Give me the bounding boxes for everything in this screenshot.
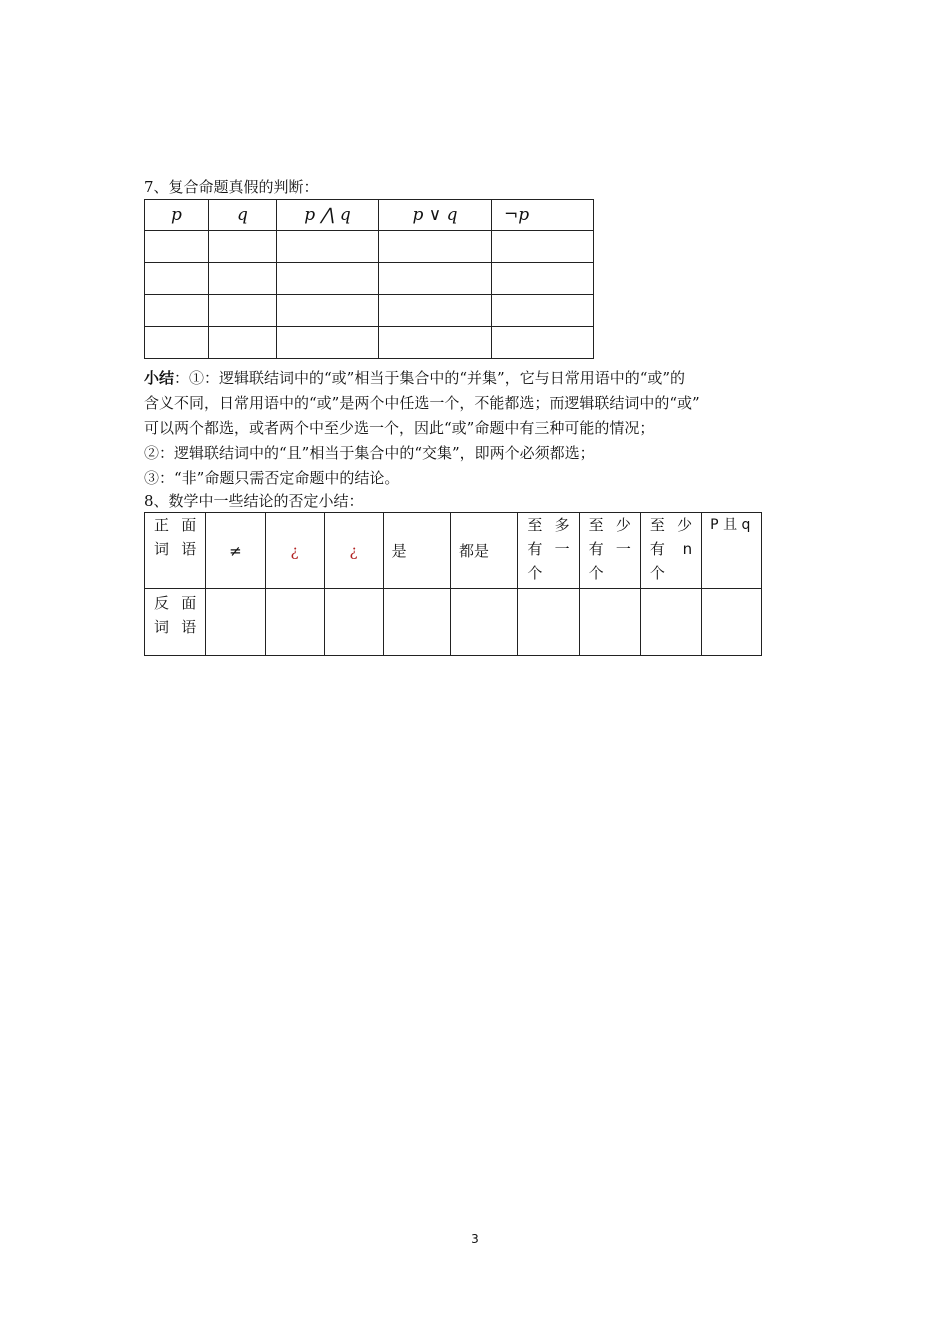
at-least-n-cell bbox=[640, 513, 701, 589]
garbled-symbol-cell: ¿ bbox=[265, 513, 324, 589]
table-cell bbox=[450, 589, 517, 656]
table-cell bbox=[277, 327, 379, 359]
header-p: p bbox=[145, 200, 209, 231]
word-char: 多 bbox=[554, 516, 570, 534]
label-char: 正 bbox=[154, 516, 170, 534]
table-cell bbox=[145, 295, 209, 327]
table-cell bbox=[145, 263, 209, 295]
summary-line-1 bbox=[144, 366, 814, 391]
truth-table bbox=[144, 199, 594, 359]
word-char: 至 bbox=[649, 516, 665, 534]
table-cell bbox=[209, 295, 277, 327]
label-char: 面 bbox=[181, 594, 197, 612]
table-cell bbox=[379, 231, 492, 263]
section-8-heading: 8、数学中一些结论的否定小结： bbox=[144, 492, 364, 510]
table-row bbox=[145, 327, 594, 359]
table-cell bbox=[145, 231, 209, 263]
positive-words-label bbox=[145, 513, 206, 589]
label-char: 面 bbox=[181, 516, 197, 534]
table-cell bbox=[518, 589, 579, 656]
positive-words-row bbox=[145, 513, 762, 589]
p-and-q-cell bbox=[702, 513, 762, 589]
table-cell bbox=[277, 231, 379, 263]
word-char: 一 bbox=[615, 540, 631, 558]
word-char: 个 bbox=[527, 564, 543, 582]
word-char: 有 bbox=[527, 540, 543, 558]
table-cell bbox=[492, 327, 594, 359]
garbled-symbol-cell: ¿ bbox=[324, 513, 383, 589]
summary-label: 小结 bbox=[144, 369, 175, 387]
truth-table-header-row bbox=[145, 200, 594, 231]
header-not-p: ¬p bbox=[492, 200, 594, 231]
table-cell bbox=[379, 295, 492, 327]
table-cell bbox=[492, 231, 594, 263]
word-char: 个 bbox=[649, 564, 665, 582]
negative-words-row bbox=[145, 589, 762, 656]
not-equal-cell: ≠ bbox=[206, 513, 265, 589]
summary-line-5: ③：“非”命题只需否定命题中的结论。 bbox=[144, 469, 400, 487]
table-cell bbox=[379, 327, 492, 359]
table-row bbox=[145, 231, 594, 263]
at-least-one-cell bbox=[579, 513, 640, 589]
label-char: 词 bbox=[154, 540, 170, 558]
word-char: 少 bbox=[677, 516, 693, 534]
dou-shi-cell: 都是 bbox=[450, 513, 517, 589]
table-cell bbox=[492, 295, 594, 327]
word-char: 一 bbox=[554, 540, 570, 558]
p-and-q-text: P 且 q bbox=[710, 517, 751, 533]
shi-cell: 是 bbox=[383, 513, 450, 589]
table-cell bbox=[145, 327, 209, 359]
table-cell bbox=[265, 589, 324, 656]
word-char: 个 bbox=[588, 564, 604, 582]
table-cell bbox=[277, 263, 379, 295]
table-cell bbox=[277, 295, 379, 327]
table-cell bbox=[209, 327, 277, 359]
table-cell bbox=[206, 589, 265, 656]
summary-block bbox=[144, 366, 814, 491]
word-char: n bbox=[682, 540, 693, 558]
at-most-one-cell bbox=[518, 513, 579, 589]
summary-line-3: 可以两个都选，或者两个中至少选一个，因此“或”命题中有三种可能的情况； bbox=[144, 419, 655, 437]
table-cell bbox=[379, 263, 492, 295]
summary-line-4: ②：逻辑联结词中的“且”相当于集合中的“交集”，即两个必须都选； bbox=[144, 444, 595, 462]
label-char: 语 bbox=[181, 618, 197, 636]
summary-line-2: 含义不同，日常用语中的“或”是两个中任选一个，不能都选；而逻辑联结词中的“或” bbox=[144, 394, 700, 412]
table-cell bbox=[640, 589, 701, 656]
table-cell bbox=[209, 231, 277, 263]
word-char: 至 bbox=[527, 516, 543, 534]
word-char: 少 bbox=[615, 516, 631, 534]
summary-text-1: ：①：逻辑联结词中的“或”相当于集合中的“并集”，它与日常用语中的“或”的 bbox=[174, 369, 686, 387]
label-char: 反 bbox=[154, 594, 170, 612]
table-row bbox=[145, 295, 594, 327]
table-row bbox=[145, 263, 594, 295]
header-p-or-q: p ∨ q bbox=[379, 200, 492, 231]
table-cell bbox=[209, 263, 277, 295]
label-char: 语 bbox=[181, 540, 197, 558]
word-char: 至 bbox=[588, 516, 604, 534]
word-char: 有 bbox=[588, 540, 604, 558]
table-cell bbox=[324, 589, 383, 656]
section-7-heading: 7、复合命题真假的判断： bbox=[144, 178, 319, 196]
page-number: 3 bbox=[471, 1232, 479, 1246]
negation-table bbox=[144, 512, 762, 656]
label-char: 词 bbox=[154, 618, 170, 636]
word-char: 有 bbox=[649, 540, 665, 558]
table-cell bbox=[492, 263, 594, 295]
table-cell bbox=[702, 589, 762, 656]
header-q: q bbox=[209, 200, 277, 231]
header-p-and-q: p ⋀ q bbox=[277, 200, 379, 231]
table-cell bbox=[383, 589, 450, 656]
negative-words-label bbox=[145, 589, 206, 656]
table-cell bbox=[579, 589, 640, 656]
